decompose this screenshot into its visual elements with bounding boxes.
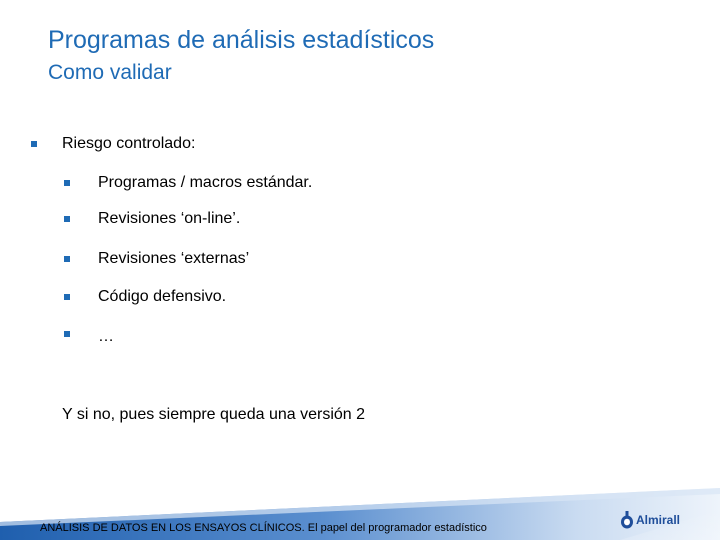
slide-subtitle: Como validar (48, 61, 172, 84)
bullet-square-icon (64, 331, 70, 337)
bullet-square-icon (64, 180, 70, 186)
almirall-logo-icon (620, 511, 634, 529)
bullet-square-icon (64, 256, 70, 262)
slide-title: Programas de análisis estadísticos (48, 26, 435, 54)
closing-note: Y si no, pues siempre queda una versión 2 (62, 406, 366, 423)
logo-text: Almirall (636, 513, 681, 527)
almirall-logo (620, 509, 680, 531)
sub-bullet-text: Revisiones ‘externas’ (98, 250, 250, 267)
sub-bullet-text: Código defensivo. (98, 288, 227, 305)
footer-text: ANÁLISIS DE DATOS EN LOS ENSAYOS CLÍNICOS. El papel del programador estadístico (40, 522, 487, 534)
main-bullet-text: Riesgo controlado: (62, 135, 196, 152)
sub-bullet-text: … (98, 328, 114, 345)
bullet-square-icon (64, 216, 70, 222)
sub-bullet-text: Programas / macros estándar. (98, 174, 313, 191)
sub-bullet-text: Revisiones ‘on-line’. (98, 210, 241, 227)
bullet-square-icon (64, 294, 70, 300)
bullet-square-icon (31, 141, 37, 147)
